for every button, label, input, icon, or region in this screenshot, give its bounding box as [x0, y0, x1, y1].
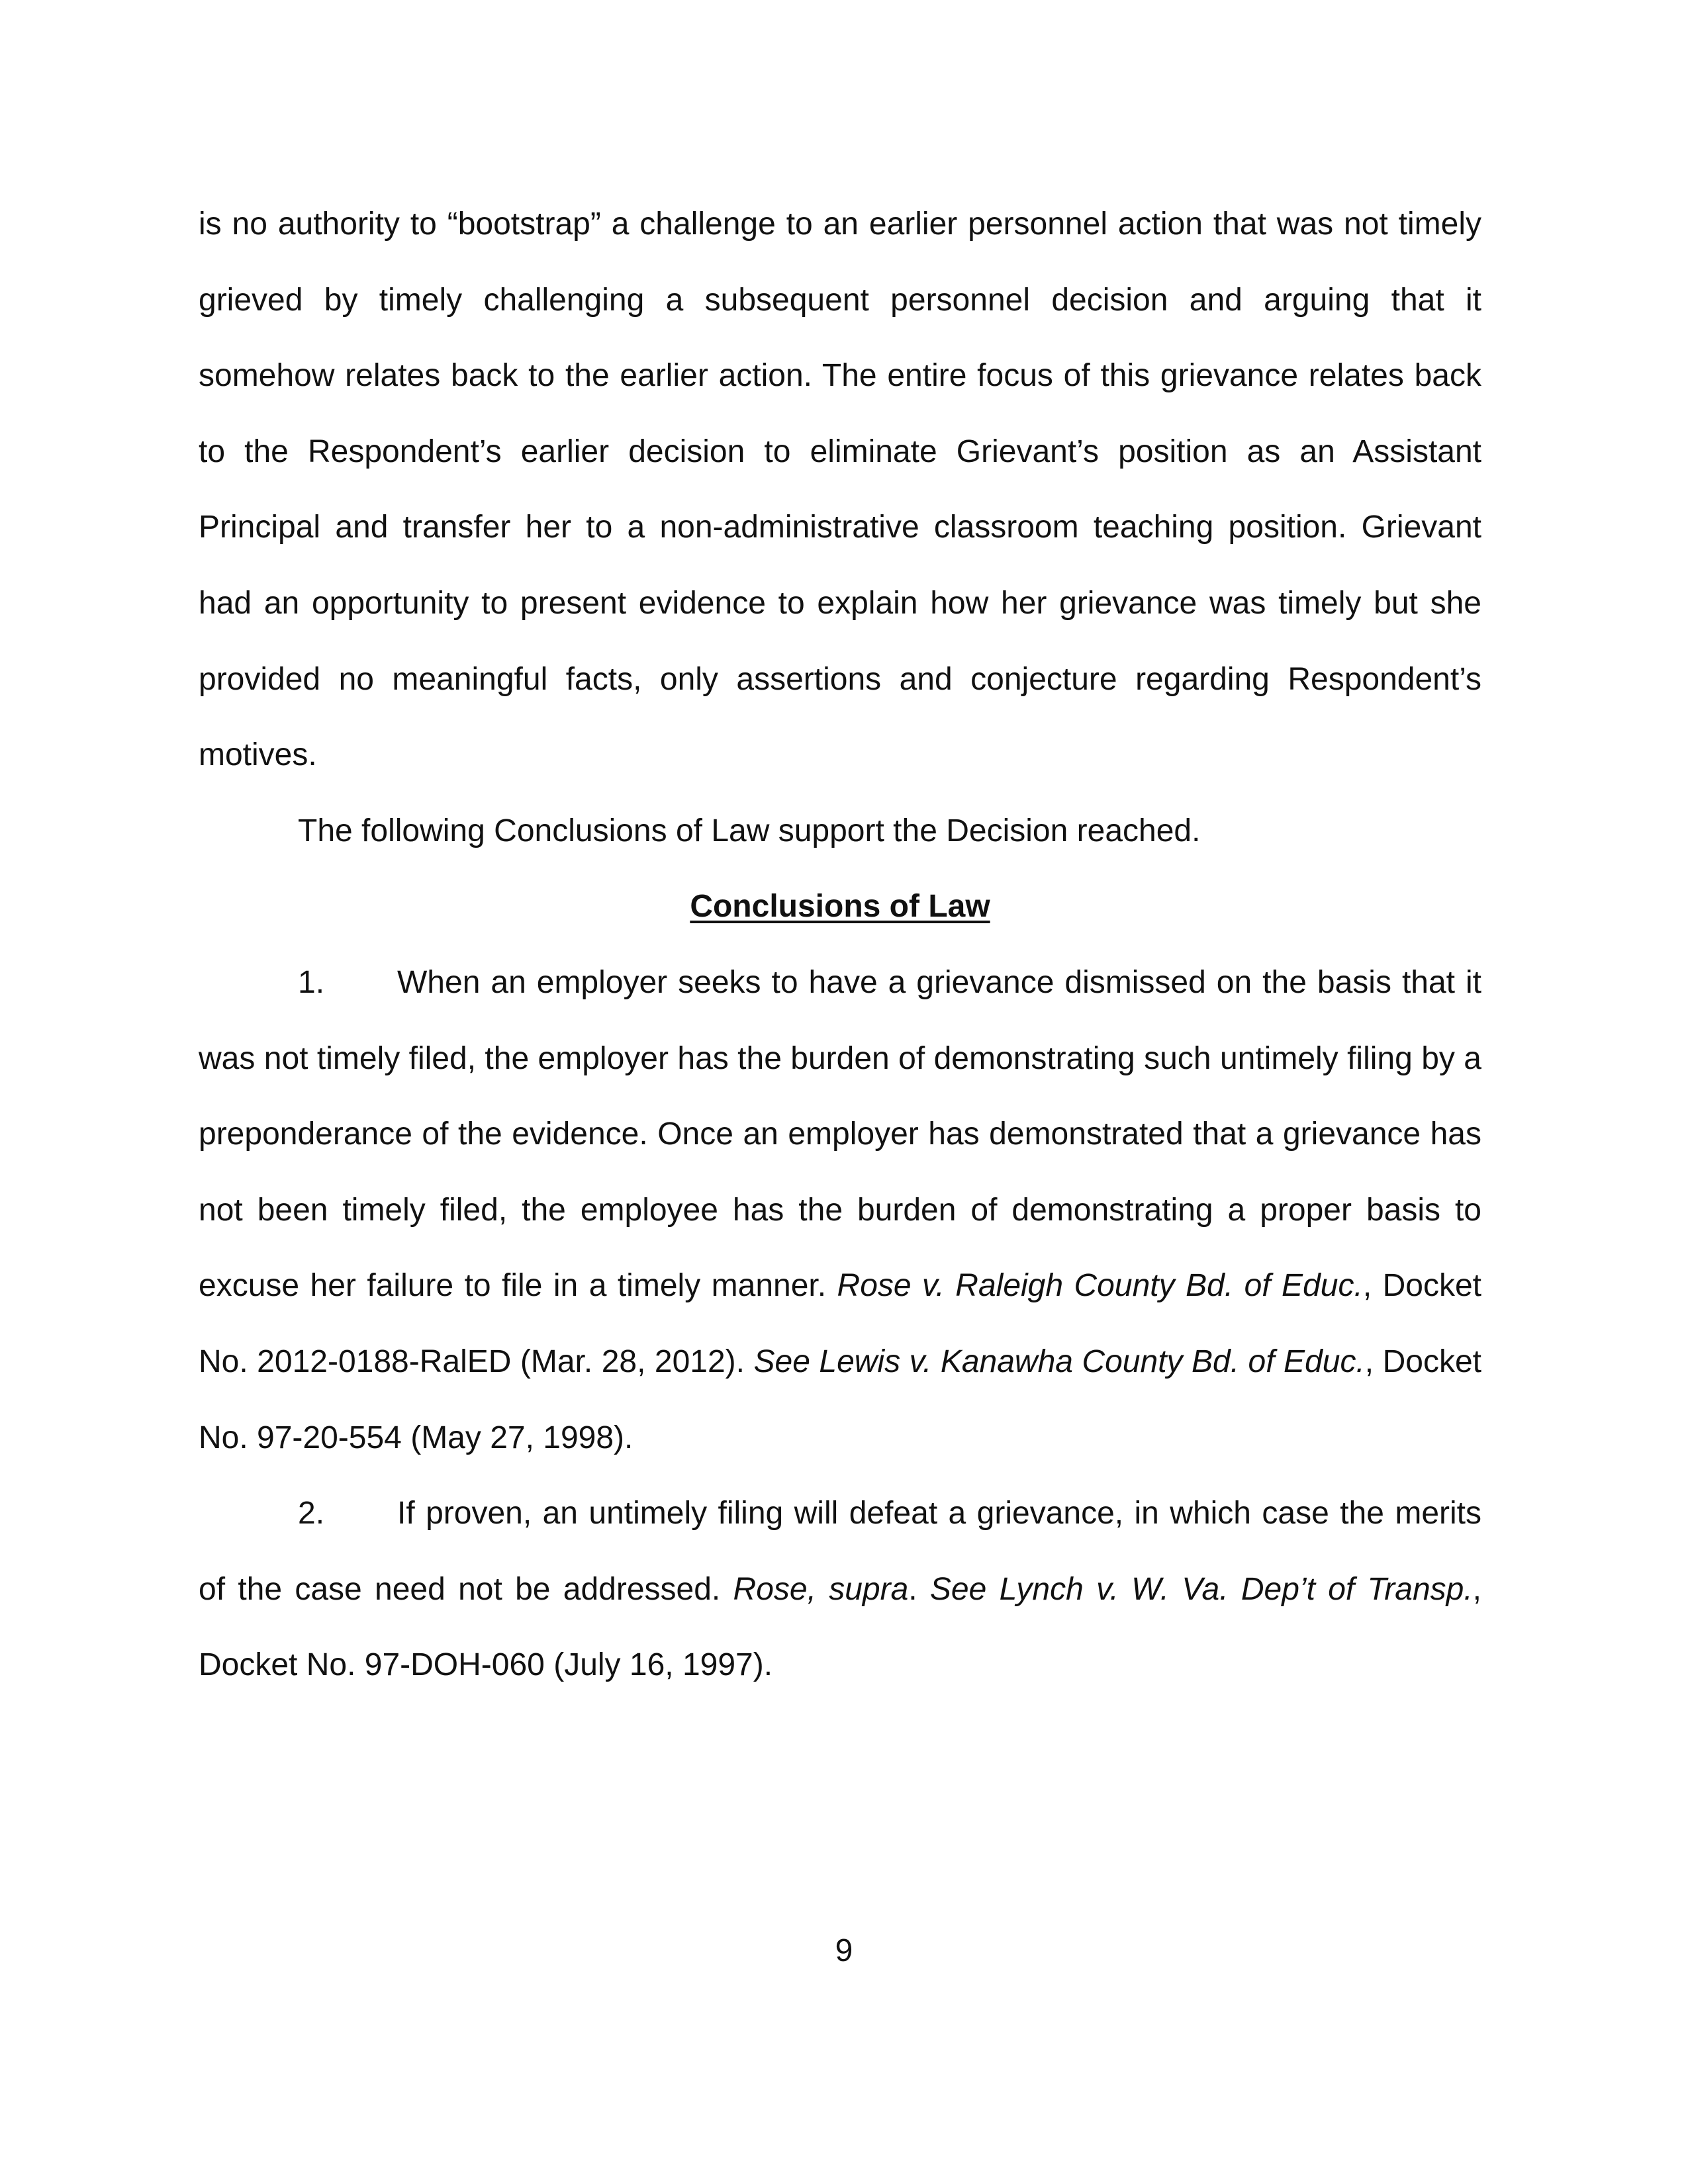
citation-details: , Docket No. 2012-0188-RalED (Mar. 28, 2012). — [199, 1268, 1481, 1379]
citation-details: . — [908, 1571, 930, 1607]
case-citation: See Lewis v. Kanawha County Bd. of Educ. — [753, 1343, 1365, 1379]
citation-details: , Docket No. 97-20-554 (May 27, 1998). — [199, 1343, 1482, 1455]
conclusion-number: 2. — [298, 1496, 325, 1531]
case-citation: Rose v. Raleigh County Bd. of Educ. — [837, 1268, 1363, 1304]
conclusion-item-1 — [199, 945, 1481, 1476]
conclusion-text: When an employer seeks to have a grievance dismissed on the basis that it was not timely filed, the employer has the burden of demonstrating such untimely filing by a preponderance of the evidence. Once an employer has demonstrated that a grievance has not been timely filed, the employee has the burden of demonstrating a proper basis to excuse her failure to file in a timely manner. — [199, 964, 1481, 1304]
conclusion-item-2 — [199, 1476, 1481, 1704]
document-body — [199, 187, 1481, 1704]
transition-paragraph: The following Conclusions of Law support the Decision reached. — [298, 813, 1201, 848]
conclusion-number: 1. — [298, 964, 325, 1000]
continued-paragraph: is no authority to “bootstrap” a challenge to an earlier personnel action that was not timely grieved by timely challenging a subsequent personnel decision and arguing that it somehow relates back to the earlier action. The entire focus of this grievance relates back to the Respondent’s earlier decision to eliminate Grievant’s position as an Assistant Principal and transfer her to a non-administrative classroom teaching position. Grievant had an opportunity to present evidence to explain how her grievance was timely but she provided no meaningful facts, only assertions and conjecture regarding Respondent’s motives. — [199, 206, 1481, 773]
citation-details: , Docket No. 97-DOH-060 (July 16, 1997). — [199, 1571, 1482, 1683]
case-citation: Rose, supra — [733, 1571, 909, 1607]
case-citation: See Lynch v. W. Va. Dep’t of Transp. — [929, 1571, 1473, 1607]
section-heading: Conclusions of Law — [690, 889, 990, 925]
page-number: 9 — [835, 1933, 853, 1968]
conclusion-text: If proven, an untimely filing will defeat a grievance, in which case the merits of the case need not be addressed. — [199, 1496, 1481, 1607]
